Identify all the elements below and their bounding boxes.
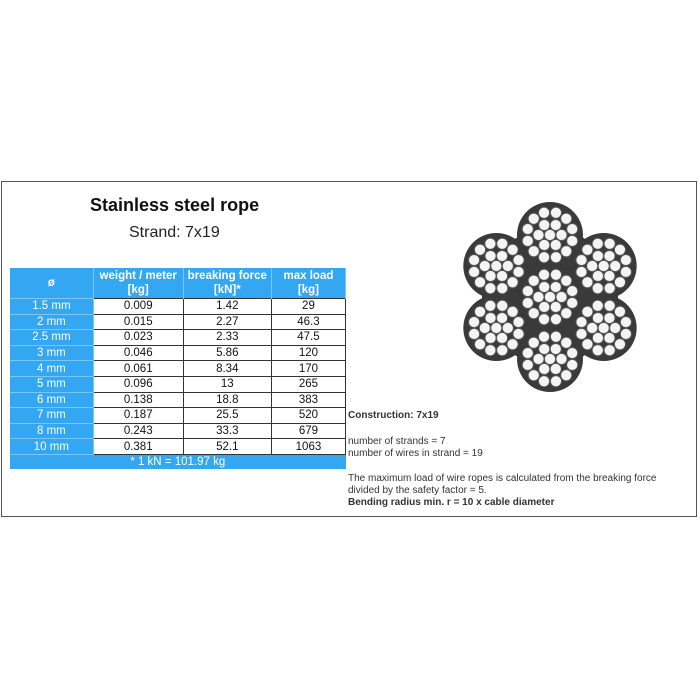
wire-circle (485, 283, 496, 294)
cell-max-load: 29 (271, 299, 345, 315)
wire-circle (556, 291, 567, 302)
rope-cross-section-icon (440, 188, 660, 406)
wire-circle (485, 345, 496, 356)
col-header-weight-label: weight / meter (99, 270, 177, 282)
wire-circle (513, 254, 524, 265)
cell-max-load: 1063 (271, 439, 345, 455)
bending-radius-note: Bending radius min. r = 10 x cable diameter (348, 497, 555, 508)
wire-circle (550, 252, 561, 263)
cell-breaking-force: 5.86 (183, 345, 271, 361)
col-header-breaking-force (183, 268, 271, 299)
wire-circle (485, 300, 496, 311)
cell-breaking-force: 2.27 (183, 314, 271, 330)
wire-circle (491, 322, 502, 333)
wire-circle (604, 283, 615, 294)
wire-circle (614, 306, 625, 317)
wire-circle (582, 277, 593, 288)
wire-circle (538, 376, 549, 387)
cell-max-load: 170 (271, 361, 345, 377)
wire-circle (507, 244, 518, 255)
wire-circle (528, 213, 539, 224)
cell-max-load: 47.5 (271, 330, 345, 346)
wire-circle (474, 244, 485, 255)
cell-max-load: 679 (271, 423, 345, 439)
wire-circle (533, 291, 544, 302)
cell-diameter: 8 mm (10, 423, 93, 439)
wire-circle (522, 223, 533, 234)
wire-circle (550, 281, 561, 292)
cell-diameter: 3 mm (10, 345, 93, 361)
wire-circle (528, 337, 539, 348)
wire-circle (576, 254, 587, 265)
table-row (10, 408, 346, 424)
wire-circle (604, 345, 615, 356)
col-header-max-load-label: max load (283, 270, 334, 282)
wire-circle (538, 252, 549, 263)
cell-diameter: 2 mm (10, 314, 93, 330)
cell-breaking-force: 8.34 (183, 361, 271, 377)
wire-circle (620, 328, 631, 339)
cell-diameter: 6 mm (10, 392, 93, 408)
wire-circle (604, 238, 615, 249)
wire-circle (592, 312, 603, 323)
wire-circle (502, 322, 513, 333)
wire-circle (582, 244, 593, 255)
wire-circle (567, 235, 578, 246)
cell-breaking-force: 25.5 (183, 408, 271, 424)
wire-circle (538, 331, 549, 342)
wire-circle (567, 285, 578, 296)
table-row (10, 299, 346, 315)
wire-circle (604, 250, 615, 261)
cell-max-load: 120 (271, 345, 345, 361)
wire-circle (497, 283, 508, 294)
wire-circle (502, 260, 513, 271)
wire-circle (496, 332, 507, 343)
wire-circle (497, 345, 508, 356)
cell-weight: 0.138 (93, 392, 183, 408)
wire-circle (582, 339, 593, 350)
table-footnote-row (10, 454, 346, 469)
wire-circle (550, 269, 561, 280)
wire-circle (561, 246, 572, 257)
wire-circle (538, 207, 549, 218)
wire-circle (513, 328, 524, 339)
wire-circle (491, 260, 502, 271)
cell-weight: 0.381 (93, 439, 183, 455)
wire-circle (468, 316, 479, 327)
wire-circle (539, 281, 550, 292)
col-header-weight-unit: [kg] (127, 284, 149, 296)
wire-circle (528, 275, 539, 286)
wire-circle (620, 266, 631, 277)
col-header-diameter-label: ø (47, 277, 55, 289)
wire-circle (468, 266, 479, 277)
wire-circle (550, 343, 561, 354)
wire-circle (522, 347, 533, 358)
cell-max-load: 265 (271, 376, 345, 392)
wire-circle (604, 300, 615, 311)
wire-circle (550, 207, 561, 218)
wire-circle (474, 306, 485, 317)
cell-breaking-force: 1.42 (183, 299, 271, 315)
col-header-weight (93, 268, 183, 299)
wire-circle (614, 244, 625, 255)
col-header-breaking-force-label: breaking force (187, 270, 267, 282)
wire-circle (561, 370, 572, 381)
wire-circle (539, 343, 550, 354)
wire-circle (485, 270, 496, 281)
cell-breaking-force: 2.33 (183, 330, 271, 346)
wire-circle (550, 239, 561, 250)
wire-circle (528, 246, 539, 257)
wire-circle (567, 223, 578, 234)
cell-breaking-force: 52.1 (183, 439, 271, 455)
wire-circle (550, 314, 561, 325)
wire-circle (604, 312, 615, 323)
wire-circle (485, 238, 496, 249)
col-header-max-load (271, 268, 345, 299)
col-header-breaking-force-unit: [kN]* (213, 284, 241, 296)
cell-weight: 0.061 (93, 361, 183, 377)
table-row (10, 423, 346, 439)
cell-weight: 0.096 (93, 376, 183, 392)
wire-circle (582, 306, 593, 317)
table-row (10, 330, 346, 346)
wire-circle (533, 353, 544, 364)
wire-circle (533, 229, 544, 240)
cell-weight: 0.023 (93, 330, 183, 346)
cell-diameter: 1.5 mm (10, 299, 93, 315)
wire-circle (550, 363, 561, 374)
cell-weight: 0.009 (93, 299, 183, 315)
cell-weight: 0.015 (93, 314, 183, 330)
table-row (10, 392, 346, 408)
wire-circle (507, 306, 518, 317)
wire-circle (604, 270, 615, 281)
cell-diameter: 5 mm (10, 376, 93, 392)
page-subtitle: Strand: 7x19 (129, 224, 220, 241)
wire-circle (576, 328, 587, 339)
table-row (10, 345, 346, 361)
cell-breaking-force: 33.3 (183, 423, 271, 439)
wire-circle (561, 213, 572, 224)
wire-circle (610, 260, 621, 271)
strands-count: number of strands = 7 (348, 436, 446, 447)
table-row (10, 361, 346, 377)
wire-circle (522, 359, 533, 370)
wire-circle (561, 337, 572, 348)
wire-circle (592, 250, 603, 261)
cell-weight: 0.187 (93, 408, 183, 424)
wire-circle (561, 308, 572, 319)
cell-diameter: 7 mm (10, 408, 93, 424)
wire-circle (550, 376, 561, 387)
wire-circle (496, 270, 507, 281)
wire-circle (544, 229, 555, 240)
wire-circle (587, 322, 598, 333)
max-load-note-line1: The maximum load of wire ropes is calculated from the breaking force (348, 473, 657, 484)
wire-circle (544, 353, 555, 364)
wire-circle (507, 277, 518, 288)
wire-circle (522, 235, 533, 246)
cell-diameter: 2.5 mm (10, 330, 93, 346)
wire-circle (592, 270, 603, 281)
wire-circle (614, 277, 625, 288)
wire-circle (592, 345, 603, 356)
table-row (10, 314, 346, 330)
page-title: Stainless steel rope (90, 195, 260, 215)
table-row (10, 439, 346, 455)
wire-circle (528, 308, 539, 319)
construction-label: Construction: 7x19 (348, 410, 439, 421)
wire-circle (496, 312, 507, 323)
cell-max-load: 520 (271, 408, 345, 424)
wire-circle (538, 314, 549, 325)
wire-circle (479, 260, 490, 271)
max-load-note-line2: divided by the safety factor = 5. (348, 485, 487, 496)
wire-circle (550, 219, 561, 230)
wire-circle (513, 266, 524, 277)
wire-circle (610, 322, 621, 333)
wire-circle (485, 332, 496, 343)
wire-circle (539, 239, 550, 250)
cell-breaking-force: 13 (183, 376, 271, 392)
col-header-max-load-unit: [kg] (297, 284, 319, 296)
col-header-diameter (10, 268, 93, 299)
wire-circle (592, 238, 603, 249)
wire-circle (528, 370, 539, 381)
wire-circle (538, 269, 549, 280)
wire-circle (468, 254, 479, 265)
wire-circle (497, 300, 508, 311)
wire-circle (567, 297, 578, 308)
wire-circle (614, 339, 625, 350)
wire-circle (496, 250, 507, 261)
wire-circle (497, 238, 508, 249)
wire-circle (604, 332, 615, 343)
wire-circle (620, 316, 631, 327)
wire-circle (513, 316, 524, 327)
wire-circle (556, 353, 567, 364)
table-footnote: * 1 kN = 101.97 kg (10, 454, 346, 469)
wire-circle (539, 219, 550, 230)
wire-circle (485, 312, 496, 323)
wire-circle (576, 316, 587, 327)
cell-diameter: 4 mm (10, 361, 93, 377)
cell-breaking-force: 18.8 (183, 392, 271, 408)
cell-diameter: 10 mm (10, 439, 93, 455)
wires-count: number of wires in strand = 19 (348, 448, 483, 459)
wire-circle (539, 363, 550, 374)
wire-circle (576, 266, 587, 277)
cell-max-load: 46.3 (271, 314, 345, 330)
wire-circle (587, 260, 598, 271)
wire-circle (598, 260, 609, 271)
spec-table (10, 268, 346, 469)
wire-circle (550, 331, 561, 342)
wire-circle (479, 322, 490, 333)
wire-circle (485, 250, 496, 261)
wire-circle (567, 359, 578, 370)
wire-circle (474, 339, 485, 350)
wire-circle (620, 254, 631, 265)
wire-circle (561, 275, 572, 286)
wire-circle (592, 300, 603, 311)
wire-circle (522, 297, 533, 308)
cell-weight: 0.243 (93, 423, 183, 439)
table-row (10, 376, 346, 392)
wire-circle (522, 285, 533, 296)
wire-circle (592, 283, 603, 294)
cell-weight: 0.046 (93, 345, 183, 361)
wire-circle (544, 291, 555, 302)
wire-circle (468, 328, 479, 339)
table-header-row (10, 268, 346, 299)
wire-circle (556, 229, 567, 240)
wire-circle (539, 301, 550, 312)
wire-circle (598, 322, 609, 333)
wire-circle (507, 339, 518, 350)
wire-circle (474, 277, 485, 288)
wire-circle (567, 347, 578, 358)
wire-circle (550, 301, 561, 312)
wire-circle (592, 332, 603, 343)
cell-max-load: 383 (271, 392, 345, 408)
